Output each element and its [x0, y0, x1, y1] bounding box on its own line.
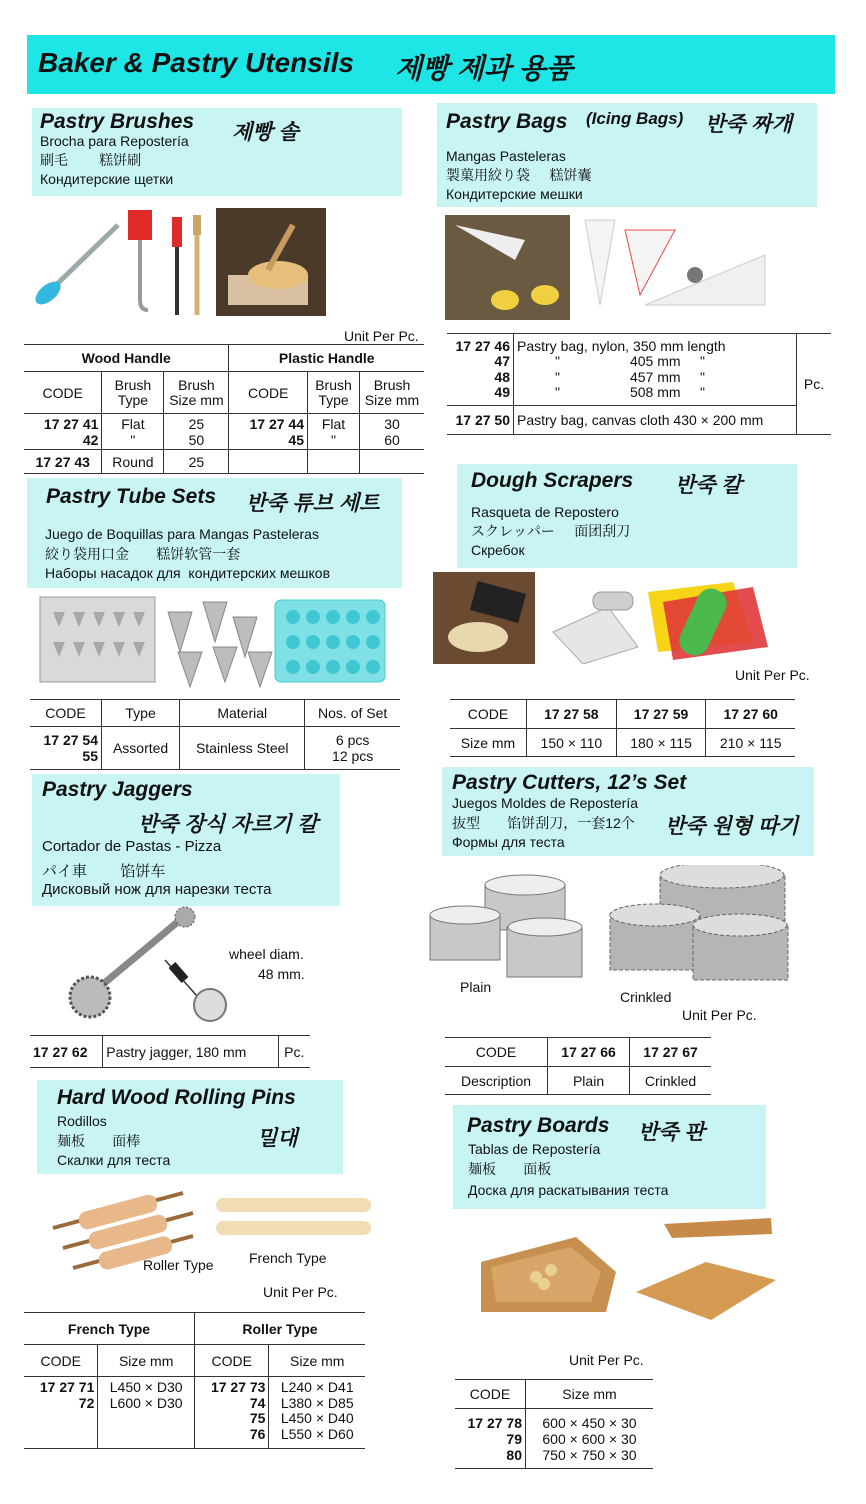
table-cell: 30 60 [384, 415, 400, 448]
pins-label-roller: Roller Type [143, 1257, 214, 1273]
pins-col-code: CODE [24, 1345, 98, 1377]
scrapers-unit-label: Unit Per Pc. [735, 667, 810, 683]
scrapers-col-58: 17 27 58 [527, 700, 617, 729]
jaggers-product-image [60, 905, 240, 1025]
table-cell: 210 × 115 [719, 734, 782, 751]
tubes-line-3: Наборы насадок для кондитерских мешков [45, 565, 331, 581]
table-cell: 17 27 73 74 75 76 [194, 1377, 268, 1449]
tubes-table [30, 699, 400, 770]
jaggers-line-3: Дисковый нож для нарезки теста [42, 881, 272, 898]
bags-title-kr: 반죽 짜개 [705, 113, 792, 136]
jaggers-title-kr: 반죽 장식 자르기 칼 [138, 813, 318, 836]
bags-line-1: Mangas Pasteleras [446, 148, 566, 164]
scrapers-line-2: スクレッパー 面团刮刀 [471, 523, 631, 539]
cutters-line-3: Формы для теста [452, 834, 565, 850]
brushes-group-plastic: Plastic Handle [278, 350, 375, 366]
bags-table [447, 333, 831, 435]
pins-title-kr: 밀대 [257, 1127, 298, 1150]
cutters-line-1: Juegos Moldes de Repostería [452, 795, 638, 811]
pins-col-code-2: CODE [194, 1345, 268, 1377]
table-cell: 6 pcs 12 pcs [332, 732, 374, 764]
brushes-col-code-2: CODE [229, 372, 308, 414]
pins-group-french: French Type [24, 1313, 194, 1345]
table-cell: 180 × 115 [616, 729, 706, 757]
cutters-title-kr: 반죽 원형 따기 [665, 815, 799, 838]
brushes-unit-label: Unit Per Pc. [344, 328, 419, 344]
page-title-kr: 제빵 제과 용품 [395, 53, 573, 84]
scrapers-col-59: 17 27 59 [616, 700, 706, 729]
table-cell: 17 27 41 42 [24, 414, 102, 450]
brushes-title: Pastry Brushes [40, 110, 195, 133]
table-cell: 17 27 44 45 [229, 414, 308, 450]
tubes-title-kr: 반죽 튜브 세트 [246, 492, 380, 515]
tubes-line-2: 絞り袋用口金 糕饼软管一套 [45, 546, 241, 562]
cutters-col-67: 17 27 67 [643, 1044, 698, 1060]
pins-label-french: French Type [249, 1250, 327, 1266]
bags-product-image [445, 215, 775, 320]
scrapers-product-image [433, 572, 778, 664]
jaggers-desc: Pastry jagger, 180 mm [103, 1036, 278, 1068]
brushes-line-1: Brocha para Repostería [40, 133, 189, 149]
boards-title: Pastry Boards [467, 1114, 610, 1137]
bags-desc-nylon [514, 334, 797, 406]
table-cell: Flat " [308, 414, 360, 450]
brushes-group-wood: Wood Handle [24, 345, 229, 372]
scrapers-col-code: CODE [450, 700, 527, 729]
brushes-col-size-2: Brush Size mm [364, 376, 420, 408]
brushes-col-size: Brush Size mm [164, 372, 229, 414]
pins-title: Hard Wood Rolling Pins [57, 1086, 296, 1109]
table-cell: Assorted [102, 727, 180, 770]
cutters-col-66: 17 27 66 [548, 1038, 630, 1067]
brushes-col-type-2: Brush Type [308, 372, 360, 414]
bags-code-canvas: 17 27 50 [447, 406, 514, 435]
table-cell: 25 [164, 450, 229, 474]
table-cell: L450 × D30 L600 × D30 [98, 1377, 195, 1449]
pins-line-3: Скалки для теста [57, 1152, 171, 1168]
page-title: Baker & Pastry Utensils [38, 47, 354, 78]
boards-table [455, 1379, 653, 1469]
scrapers-title-kr: 반죽 칼 [675, 474, 742, 497]
brushes-table [24, 344, 424, 474]
brushes-line-3: Кондитерские щетки [40, 171, 174, 187]
boards-col-size: Size mm [562, 1386, 617, 1402]
tubes-title: Pastry Tube Sets [46, 485, 217, 508]
jaggers-line-1: Cortador de Pastas - Pizza [42, 838, 222, 855]
table-cell: 17 27 43 [24, 450, 102, 474]
pins-group-roller: Roller Type [242, 1320, 318, 1337]
table-cell: 150 × 110 [527, 729, 617, 757]
table-cell: L240 × D41 L380 × D85 L450 × D40 L550 × D60 [280, 1379, 354, 1442]
scrapers-col-60: 17 27 60 [723, 706, 778, 722]
table-cell: 17 27 71 72 [24, 1377, 98, 1449]
cutters-line-2: 抜型 馅饼刮刀，一套12个 [452, 815, 635, 831]
pins-col-size: Size mm [98, 1345, 195, 1377]
bags-desc-line: " 405 mm " [555, 353, 705, 369]
boards-title-kr: 반죽 판 [638, 1121, 705, 1144]
cutters-title: Pastry Cutters, 12’s Set [452, 771, 687, 794]
jaggers-code: 17 27 62 [30, 1036, 103, 1068]
bags-line-2: 製菓用絞り袋 糕饼囊 [446, 167, 592, 183]
cutters-product-image [425, 865, 795, 985]
jaggers-table [30, 1035, 310, 1068]
brushes-product-image [28, 205, 328, 320]
cutters-table [445, 1037, 711, 1095]
bags-desc-canvas: Pastry bag, canvas cloth 430 × 200 mm [514, 406, 797, 435]
table-cell: Plain [548, 1067, 630, 1095]
boards-line-3: Доска для раскатывания теста [468, 1182, 669, 1198]
table-cell [360, 450, 425, 474]
scrapers-row-label: Size mm [450, 729, 527, 757]
table-cell: 17 27 54 55 [30, 727, 102, 770]
boards-product-image [476, 1212, 778, 1322]
cutters-label-plain: Plain [460, 979, 492, 995]
table-cell: Stainless Steel [180, 727, 305, 770]
cutters-row-label: Description [445, 1067, 548, 1095]
cutters-unit-label: Unit Per Pc. [682, 1007, 757, 1023]
jaggers-wheel-value: 48 mm. [258, 966, 305, 982]
pins-line-1: Rodillos [57, 1113, 107, 1129]
jaggers-title: Pastry Jaggers [42, 778, 193, 801]
tubes-col-material: Material [180, 700, 305, 727]
pins-table [24, 1312, 365, 1449]
brushes-title-kr: 제빵 솔 [232, 121, 299, 144]
jaggers-unit: Pc. [284, 1043, 305, 1060]
tubes-line-1: Juego de Boquillas para Mangas Pasteleras [45, 526, 319, 542]
boards-line-2: 麺板 面板 [468, 1161, 552, 1177]
bags-desc-line: " 457 mm " [555, 368, 705, 385]
scrapers-title: Dough Scrapers [471, 469, 634, 492]
brushes-col-code: CODE [24, 372, 102, 414]
tubes-col-code: CODE [30, 700, 102, 727]
table-cell: 600 × 450 × 30 600 × 600 × 30 750 × 750 × 30 [542, 1414, 637, 1463]
table-cell: 17 27 78 79 80 [455, 1409, 526, 1469]
brushes-col-type: Brush Type [102, 372, 164, 414]
bags-subtitle: (Icing Bags) [586, 109, 684, 128]
pins-line-2: 麺板 面棒 [57, 1133, 141, 1149]
bags-unit: Pc. [803, 376, 825, 392]
pins-col-size-2: Size mm [290, 1352, 345, 1369]
bags-title: Pastry Bags [446, 110, 568, 133]
boards-line-1: Tablas de Repostería [468, 1141, 601, 1157]
cutters-col-code: CODE [445, 1038, 548, 1067]
bags-line-3: Кондитерские мешки [446, 186, 583, 202]
tubes-col-nos: Nos. of Set [318, 705, 388, 721]
pins-unit-label: Unit Per Pc. [263, 1284, 338, 1300]
tubes-col-type: Type [102, 700, 180, 727]
bags-desc-line: Pastry bag, nylon, 350 mm length [517, 337, 726, 354]
table-cell: Crinkled [644, 1072, 697, 1089]
table-cell: Flat " [102, 414, 164, 450]
table-cell: 25 50 [164, 414, 229, 450]
table-cell [229, 450, 308, 474]
boards-unit-label: Unit Per Pc. [569, 1352, 644, 1368]
cutters-label-crinkled: Crinkled [620, 989, 672, 1005]
boards-col-code: CODE [455, 1380, 526, 1409]
brushes-line-2: 刷毛 糕饼刷 [40, 152, 142, 168]
bags-desc-line: " 508 mm " [555, 384, 705, 400]
jaggers-line-2: パイ車 馅饼车 [42, 863, 166, 880]
jaggers-wheel-label: wheel diam. [229, 946, 304, 962]
scrapers-table [450, 699, 795, 757]
scrapers-line-3: Скребок [471, 542, 525, 558]
tubes-product-image [38, 592, 388, 692]
scrapers-line-1: Rasqueta de Repostero [471, 504, 619, 520]
table-cell: Round [102, 450, 164, 474]
bags-codes-nylon: 17 27 46 47 48 49 [447, 334, 514, 406]
table-cell [308, 450, 360, 474]
